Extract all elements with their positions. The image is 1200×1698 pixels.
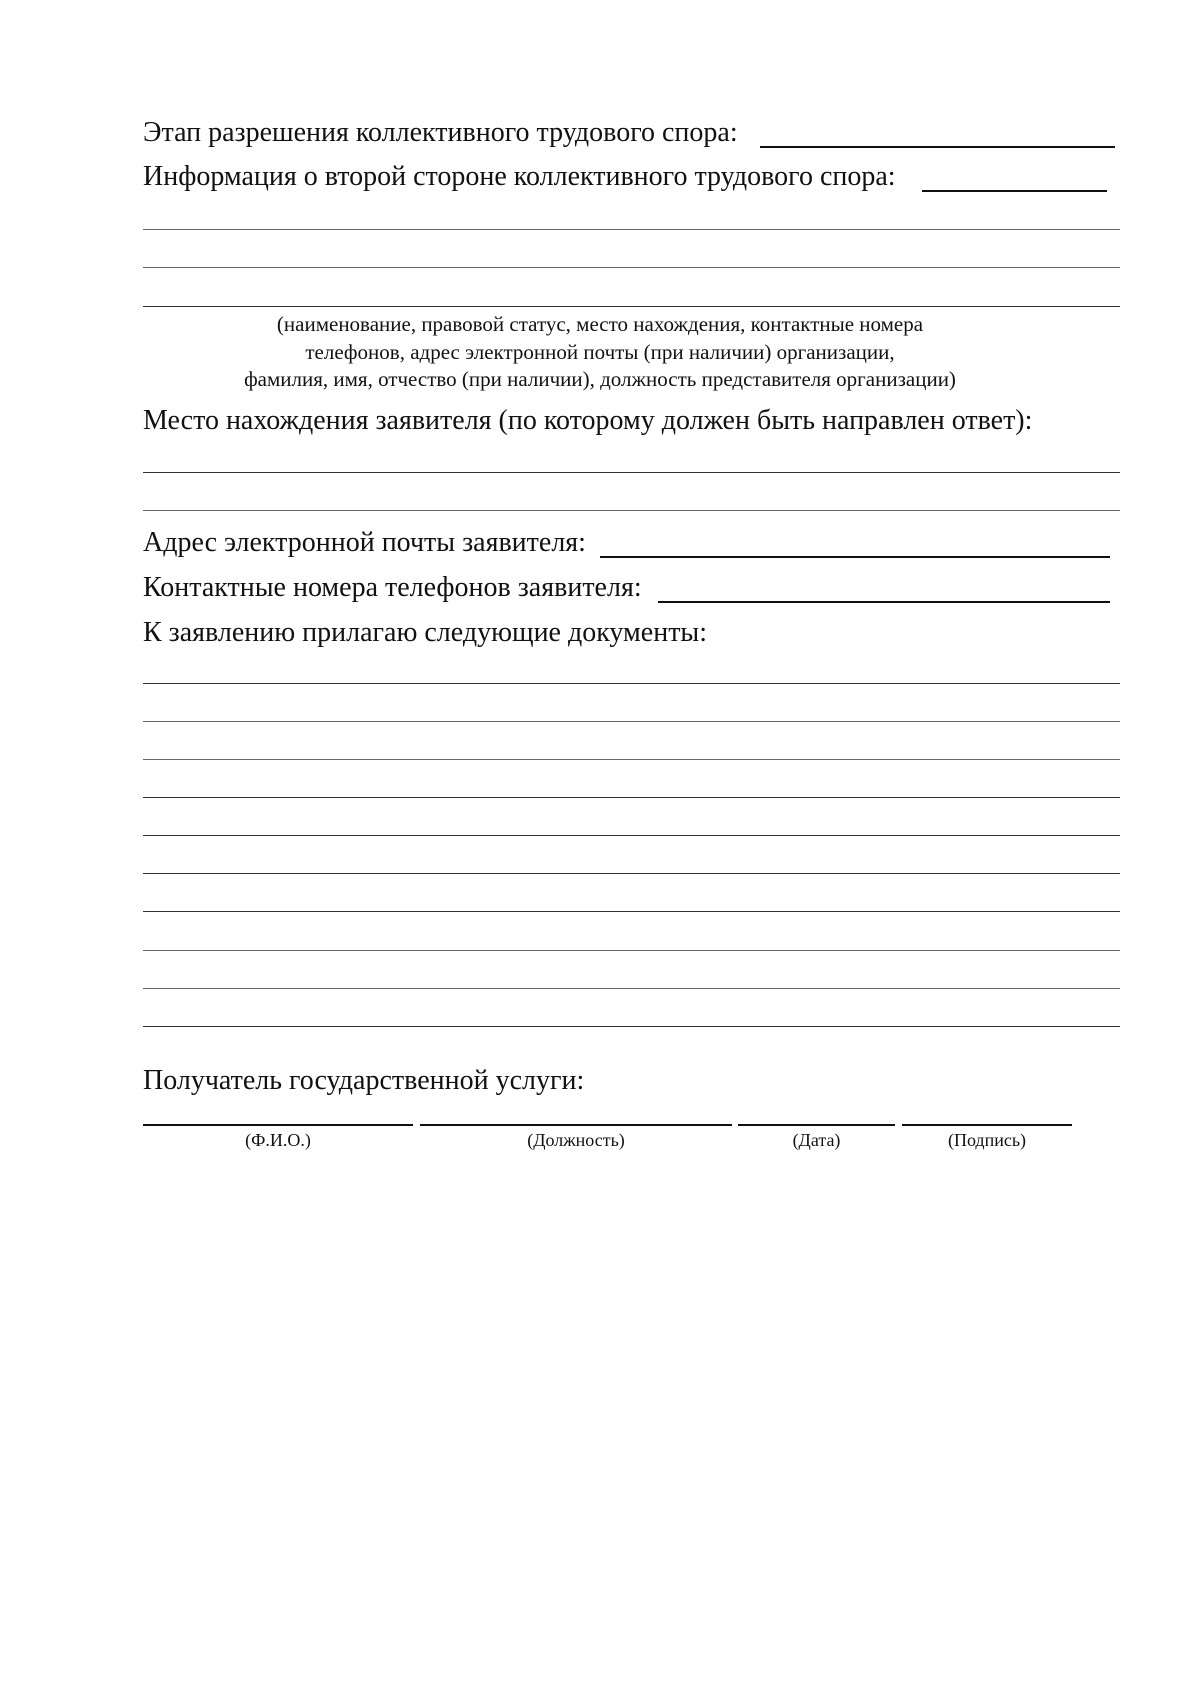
stage-field[interactable] — [760, 146, 1115, 148]
other-party-line-2[interactable] — [143, 267, 1120, 268]
position-caption: (Должность) — [527, 1130, 625, 1150]
fio-field[interactable] — [143, 1124, 413, 1126]
other-party-note-line-3: фамилия, имя, отчество (при наличии), должность представителя организации) — [244, 367, 956, 391]
other-party-line-3[interactable] — [143, 306, 1120, 307]
location-line-2[interactable] — [143, 510, 1120, 511]
other-party-label: Информация о второй стороне коллективного трудового спора: — [143, 161, 896, 192]
stage-label: Этап разрешения коллективного трудового спора: — [143, 117, 738, 148]
location-line-1[interactable] — [143, 472, 1120, 473]
email-field[interactable] — [600, 556, 1110, 558]
date-field[interactable] — [738, 1124, 895, 1126]
position-field[interactable] — [420, 1124, 732, 1126]
other-party-inline-field[interactable] — [922, 190, 1107, 192]
attachment-line[interactable] — [143, 759, 1120, 760]
attachments-label: К заявлению прилагаю следующие документы: — [143, 617, 708, 648]
attachment-line[interactable] — [143, 988, 1120, 989]
signature-field[interactable] — [902, 1124, 1072, 1126]
attachment-line[interactable] — [143, 683, 1120, 684]
attachment-line[interactable] — [143, 835, 1120, 836]
phones-field[interactable] — [658, 601, 1110, 603]
date-caption: (Дата) — [792, 1130, 841, 1150]
other-party-line-1[interactable] — [143, 229, 1120, 230]
attachment-line[interactable] — [143, 721, 1120, 722]
location-label: Место нахождения заявителя (по которому должен быть направлен ответ): — [143, 405, 1033, 436]
attachment-line[interactable] — [143, 950, 1120, 951]
attachment-line[interactable] — [143, 1026, 1120, 1027]
signature-caption: (Подпись) — [947, 1130, 1027, 1150]
attachment-line[interactable] — [143, 797, 1120, 798]
other-party-note-line-1: (наименование, правовой статус, место нахождения, контактные номера — [276, 312, 924, 336]
attachment-line[interactable] — [143, 911, 1120, 912]
recipient-label: Получатель государственной услуги: — [143, 1065, 585, 1096]
email-label: Адрес электронной почты заявителя: — [143, 527, 586, 558]
attachment-line[interactable] — [143, 873, 1120, 874]
other-party-note-line-2: телефонов, адрес электронной почты (при наличии) организации, — [305, 340, 895, 364]
fio-caption: (Ф.И.О.) — [245, 1130, 311, 1150]
phones-label: Контактные номера телефонов заявителя: — [143, 572, 642, 603]
